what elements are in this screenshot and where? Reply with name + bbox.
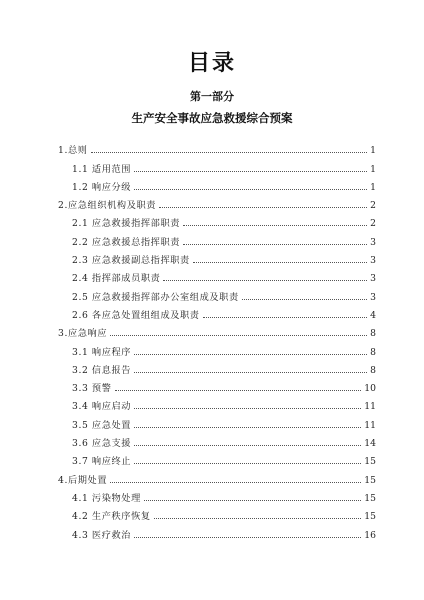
toc-entry-label: 2.2 应急救援总指挥职责 (72, 236, 181, 248)
toc-entry-label: 3.4 响应启动 (72, 401, 132, 413)
toc-entry-label: 3.6 应急支援 (72, 438, 132, 450)
toc-section-entry[interactable] (58, 321, 376, 339)
dot-leader (193, 261, 367, 263)
toc-entry-label: 2.5 应急救援指挥部办公室组成及职责 (72, 291, 239, 303)
dot-leader (134, 188, 367, 190)
toc-subsection-entry[interactable] (58, 229, 376, 247)
toc-subsection-entry[interactable] (58, 303, 376, 321)
dot-leader (134, 536, 361, 538)
toc-section-entry[interactable] (58, 193, 376, 211)
toc-entry-label: 4.3 医疗救治 (72, 529, 132, 541)
toc-entry-label: 1.总则 (58, 145, 88, 157)
table-of-contents (58, 138, 376, 541)
page-title: 目录 (187, 51, 236, 76)
toc-subsection-entry[interactable] (58, 376, 376, 394)
dot-leader (163, 279, 367, 281)
toc-subsection-entry[interactable] (58, 431, 376, 449)
dot-leader (203, 316, 368, 318)
toc-entry-label: 2.4 指挥部成员职责 (72, 273, 161, 285)
dot-leader (110, 481, 361, 483)
toc-page-number: 1 (370, 181, 376, 193)
toc-section-entry[interactable] (58, 138, 376, 156)
toc-subsection-entry[interactable] (58, 486, 376, 504)
dot-leader (242, 298, 367, 300)
toc-subsection-entry[interactable] (58, 156, 376, 174)
dot-leader (110, 334, 367, 336)
dot-leader (134, 444, 361, 446)
toc-entry-label: 2.3 应急救援副总指挥职责 (72, 255, 190, 267)
toc-entry-label: 2.1 应急救援指挥部职责 (72, 218, 181, 230)
toc-entry-label: 1.1 适用范围 (72, 163, 132, 175)
toc-subsection-entry[interactable] (58, 394, 376, 412)
toc-page-number: 10 (364, 383, 376, 395)
dot-leader (115, 389, 362, 391)
toc-page-number: 3 (370, 291, 376, 303)
toc-section-entry[interactable] (58, 467, 376, 485)
toc-subsection-entry[interactable] (58, 412, 376, 430)
toc-entry-label: 3.3 预警 (72, 383, 112, 395)
toc-subsection-entry[interactable] (58, 284, 376, 302)
toc-page-number: 11 (364, 401, 376, 413)
toc-entry-label: 3.5 应急处置 (72, 419, 132, 431)
toc-subsection-entry[interactable] (58, 449, 376, 467)
toc-entry-label: 4.后期处置 (58, 474, 108, 486)
toc-subsection-entry[interactable] (58, 211, 376, 229)
dot-leader (134, 170, 367, 172)
toc-page-number: 3 (370, 236, 376, 248)
dot-leader (134, 353, 367, 355)
toc-entry-label: 1.2 响应分级 (72, 181, 132, 193)
dot-leader (134, 371, 367, 373)
toc-page-number: 3 (370, 273, 376, 285)
toc-entry-label: 3.7 响应终止 (72, 456, 132, 468)
dot-leader (159, 206, 367, 208)
toc-page-number: 14 (364, 438, 376, 450)
dot-leader (134, 426, 361, 428)
toc-page-number: 15 (364, 474, 376, 486)
toc-entry-label: 3.1 响应程序 (72, 346, 132, 358)
toc-page-number: 16 (364, 529, 376, 541)
toc-page-number: 8 (370, 328, 376, 340)
toc-entry-label: 4.2 生产秩序恢复 (72, 511, 151, 523)
toc-page-number: 8 (370, 364, 376, 376)
dot-leader (134, 407, 361, 409)
toc-page-number: 4 (370, 309, 376, 321)
dot-leader (183, 224, 367, 226)
toc-entry-label: 3.2 信息报告 (72, 364, 132, 376)
toc-page-number: 3 (370, 255, 376, 267)
toc-subsection-entry[interactable] (58, 339, 376, 357)
toc-subsection-entry[interactable] (58, 266, 376, 284)
dot-leader (144, 499, 361, 501)
dot-leader (134, 462, 361, 464)
toc-page-number: 15 (364, 511, 376, 523)
plan-title: 生产安全事故应急救援综合预案 (131, 111, 293, 125)
toc-subsection-entry[interactable] (58, 522, 376, 540)
toc-entry-label: 4.1 污染物处理 (72, 492, 141, 504)
dot-leader (183, 243, 367, 245)
toc-page-number: 2 (370, 218, 376, 230)
toc-entry-label: 3.应急响应 (58, 328, 108, 340)
toc-subsection-entry[interactable] (58, 358, 376, 376)
toc-entry-label: 2.6 各应急处置组组成及职责 (72, 309, 200, 321)
toc-subsection-entry[interactable] (58, 175, 376, 193)
toc-page-number: 15 (364, 492, 376, 504)
dot-leader (91, 151, 368, 153)
toc-page-number: 2 (370, 200, 376, 212)
toc-subsection-entry[interactable] (58, 504, 376, 522)
toc-page-number: 15 (364, 456, 376, 468)
toc-page-number: 11 (364, 419, 376, 431)
toc-entry-label: 2.应急组织机构及职责 (58, 200, 157, 212)
toc-page-number: 1 (370, 145, 376, 157)
toc-page-number: 8 (370, 346, 376, 358)
dot-leader (154, 517, 362, 519)
toc-page-number: 1 (370, 163, 376, 175)
part-heading: 第一部分 (190, 90, 234, 103)
toc-subsection-entry[interactable] (58, 248, 376, 266)
